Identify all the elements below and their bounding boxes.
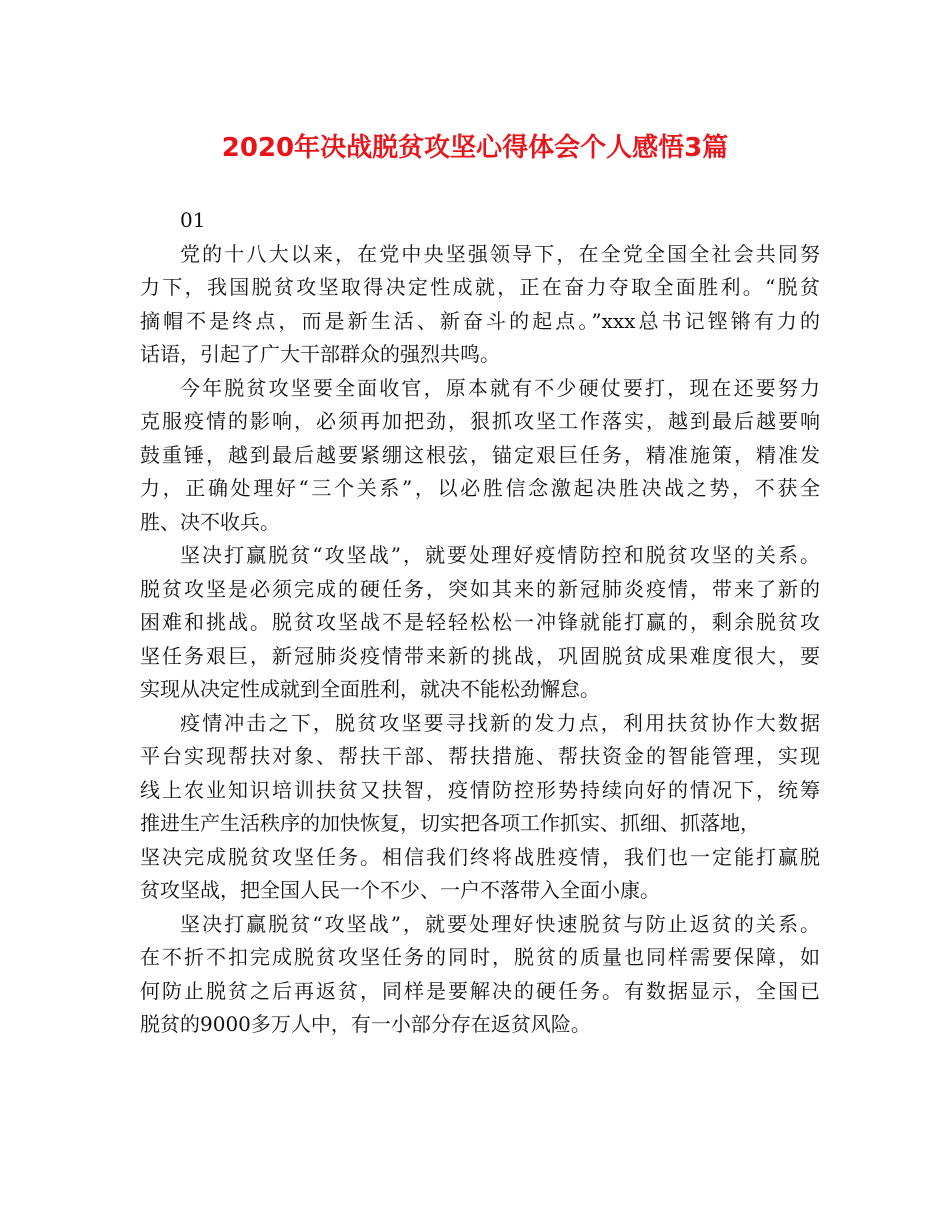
paragraph-line: 脱贫攻坚是必须完成的硬任务，突如其来的新冠肺炎疫情，带来了新的 [140, 576, 820, 601]
paragraph-line: 疫情冲击之下，脱贫攻坚要寻找新的发力点，利用扶贫协作大数据 [180, 710, 820, 735]
paragraph-line: 今年脱贫攻坚要全面收官，原本就有不少硬仗要打，现在还要努力 [180, 375, 820, 400]
paragraph [140, 539, 820, 707]
paragraph-line: 胜、决不收兵。 [140, 509, 280, 534]
paragraph [140, 908, 820, 1042]
paragraph-line: 线上农业知识培训扶贫又扶智，疫情防控形势持续向好的情况下，统筹 [140, 777, 820, 802]
paragraph-line: 摘帽不是终点，而是新生活、新奋斗的起点。”xxx总书记铿锵有力的 [140, 308, 820, 333]
paragraph-line: 坚决打赢脱贫“攻坚战”，就要处理好快速脱贫与防止返贫的关系。 [180, 911, 820, 936]
document-body [140, 204, 820, 1042]
section-number: 01 [180, 208, 206, 232]
paragraph-line: 坚任务艰巨，新冠肺炎疫情带来新的挑战，巩固脱贫成果难度很大，要 [140, 643, 820, 668]
paragraph-line: 何防止脱贫之后再返贫，同样是要解决的硬任务。有数据显示，全国已 [140, 978, 820, 1003]
paragraph [140, 238, 820, 372]
paragraph-line: 实现从决定性成就到全面胜利，就决不能松劲懈怠。 [140, 677, 600, 701]
paragraph-line: 力下，我国脱贫攻坚取得决定性成就，正在奋力夺取全面胜利。“脱贫 [140, 275, 820, 299]
paragraph-line: 平台实现帮扶对象、帮扶干部、帮扶措施、帮扶资金的智能管理，实现 [140, 744, 820, 768]
paragraph-line: 脱贫的9000多万人中，有一小部分存在返贫风险。 [140, 1012, 591, 1036]
paragraph [140, 707, 820, 908]
paragraph-line: 克服疫情的影响，必须再加把劲，狠抓攻坚工作落实，越到最后越要响 [140, 409, 820, 433]
paragraph-line: 力，正确处理好“三个关系”，以必胜信念激起决胜决战之势，不获全 [140, 476, 820, 500]
paragraph-line: 鼓重锤，越到最后越要紧绷这根弦，锚定艰巨任务，精准施策，精准发 [140, 442, 820, 467]
paragraph-line: 话语，引起了广大干部群众的强烈共鸣。 [140, 342, 500, 366]
paragraph-line: 坚决打赢脱贫“攻坚战”，就要处理好疫情防控和脱贫攻坚的关系。 [180, 543, 820, 567]
paragraph [140, 372, 820, 540]
paragraph-line: 推进生产生活秩序的加快恢复，切实把各项工作抓实、抓细、抓落地， [140, 811, 760, 835]
paragraph-line: 困难和挑战。脱贫攻坚战不是轻轻松松一冲锋就能打赢的，剩余脱贫攻 [140, 610, 820, 634]
document-title: 2020年决战脱贫攻坚心得体会个人感悟3篇 [221, 133, 729, 163]
paragraph-line: 坚决完成脱贫攻坚任务。相信我们终将战胜疫情，我们也一定能打赢脱 [140, 844, 820, 869]
paragraph-line: 在不折不扣完成脱贫攻坚任务的同时，脱贫的质量也同样需要保障，如 [140, 945, 820, 969]
paragraph-line: 贫攻坚战，把全国人民一个不少、一户不落带入全面小康。 [140, 878, 660, 902]
paragraph-line: 党的十八大以来，在党中央坚强领导下，在全党全国全社会共同努 [180, 241, 820, 266]
